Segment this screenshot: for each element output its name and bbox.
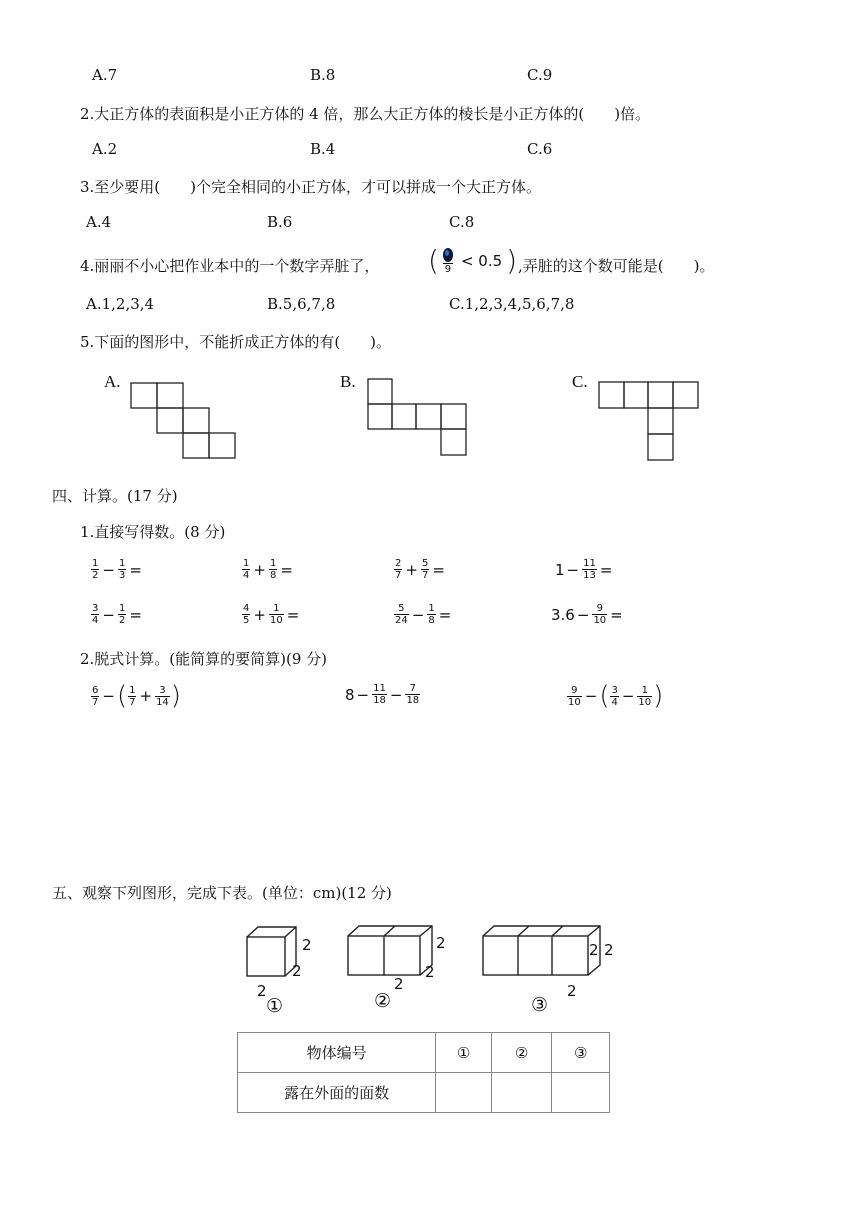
calc-r1-e4: 1 − $\frac{11}{13}$ = [555, 558, 613, 581]
q4-option-c: C.1,2,3,4,5,6,7,8 [449, 295, 575, 313]
net-c-diagram [598, 381, 699, 461]
q4-frac-den: 9 [444, 263, 452, 275]
calc-r3-e2: 8 − $\frac{11}{18}$ − $\frac{7}{18}$ [345, 683, 420, 706]
answer-cell-1[interactable] [436, 1073, 492, 1113]
fig2-depth-label: 2 [425, 963, 435, 981]
q4-left-paren: ( [428, 244, 439, 277]
fig3-width-label: 2 [567, 982, 577, 1000]
q4-option-b: B.5,6,7,8 [267, 295, 336, 313]
section4-sub2: 2.脱式计算。(能简算的要简算)(9 分) [80, 650, 328, 668]
cube-figure-2 [347, 925, 435, 977]
q3-option-b: B.6 [267, 213, 293, 231]
q1-option-b: B.8 [310, 66, 336, 84]
cube-figure-3 [482, 925, 603, 977]
fig2-height-label: 2 [436, 934, 446, 952]
faces-table [237, 1032, 610, 1113]
fig3-depth-label: 2 [589, 941, 599, 959]
calc-r3-e3: $\frac{9}{10}$ − ( $\frac{3}{4}$ − $\frac{1}{10}$ ) [568, 681, 664, 711]
q4-text-before: 4.丽丽不小心把作业本中的一个数字弄脏了， [80, 257, 380, 275]
fig1-number: ① [266, 995, 284, 1017]
fig2-number: ② [374, 990, 392, 1012]
calc-r1-e2: $\frac{1}{4}$ + $\frac{1}{8}$ = [243, 558, 293, 581]
q4-right-paren: ) [506, 244, 518, 277]
calc-r2-e1: $\frac{3}{4}$ − $\frac{1}{2}$ = [92, 603, 142, 626]
q5-label-a: A. [104, 372, 121, 391]
q3-text: 3.至少要用( )个完全相同的小正方体，才可以拼成一个大正方体。 [80, 178, 542, 196]
fig3-height-label: 2 [604, 941, 614, 959]
q2-option-c: C.6 [527, 140, 553, 158]
q2-text: 2.大正方体的表面积是小正方体的 4 倍，那么大正方体的棱长是小正方体的( )倍。 [80, 105, 651, 123]
fig1-width-label: 2 [257, 982, 267, 1000]
calc-r1-e1: $\frac{1}{2}$ − $\frac{1}{3}$ = [92, 558, 142, 581]
calc-r2-e4: 3.6 − $\frac{9}{10}$ = [551, 603, 623, 626]
fig1-depth-label: 2 [292, 962, 302, 980]
table-label-exposed-faces: 露在外面的面数 [238, 1073, 436, 1113]
q4-comparison: < 0.5 [460, 251, 503, 270]
table-header-2: ② [491, 1033, 552, 1073]
q5-label-b: B. [340, 372, 356, 391]
q4-option-a: A.1,2,3,4 [86, 295, 155, 313]
q2-option-a: A.2 [92, 140, 118, 158]
table-header-1: ① [436, 1033, 492, 1073]
q3-option-c: C.8 [449, 213, 475, 231]
q5-text: 5.下面的图形中，不能折成正方体的有( )。 [80, 333, 392, 351]
calc-r2-e3: $\frac{5}{24}$ − $\frac{1}{8}$ = [395, 603, 452, 626]
table-header-3: ③ [552, 1033, 610, 1073]
net-b-diagram [367, 378, 468, 456]
q3-option-a: A.4 [86, 213, 112, 231]
calc-r2-e2: $\frac{4}{5}$ + $\frac{1}{10}$ = [243, 603, 300, 626]
section4-sub1: 1.直接写得数。(8 分) [80, 523, 226, 541]
q4-inequality [428, 244, 517, 277]
answer-cell-3[interactable] [552, 1073, 610, 1113]
calc-r3-e1: $\frac{6}{7}$ − ( $\frac{1}{7}$ + $\frac{3}{14}$ ) [92, 681, 181, 711]
q4-text-after: ,弄脏的这个数可能是( )。 [518, 257, 715, 275]
q4-smudged-fraction [442, 247, 454, 275]
table-row [238, 1073, 610, 1113]
q1-option-a: A.7 [92, 66, 118, 84]
fig2-width-label: 2 [394, 975, 404, 993]
fig3-number: ③ [531, 994, 549, 1016]
table-row [238, 1033, 610, 1073]
q1-option-c: C.9 [527, 66, 553, 84]
section4-heading: 四、计算。(17 分) [52, 487, 178, 505]
ink-blot-icon [442, 247, 454, 263]
q5-label-c: C. [572, 372, 588, 391]
section5-heading: 五、观察下列图形，完成下表。(单位：cm)(12 分) [52, 884, 392, 902]
table-header-object-number: 物体编号 [238, 1033, 436, 1073]
calc-r1-e3: $\frac{2}{7}$ + $\frac{5}{7}$ = [395, 558, 445, 581]
fig1-height-label: 2 [302, 936, 312, 954]
answer-cell-2[interactable] [491, 1073, 552, 1113]
q2-option-b: B.4 [310, 140, 336, 158]
net-a-diagram [130, 382, 236, 459]
